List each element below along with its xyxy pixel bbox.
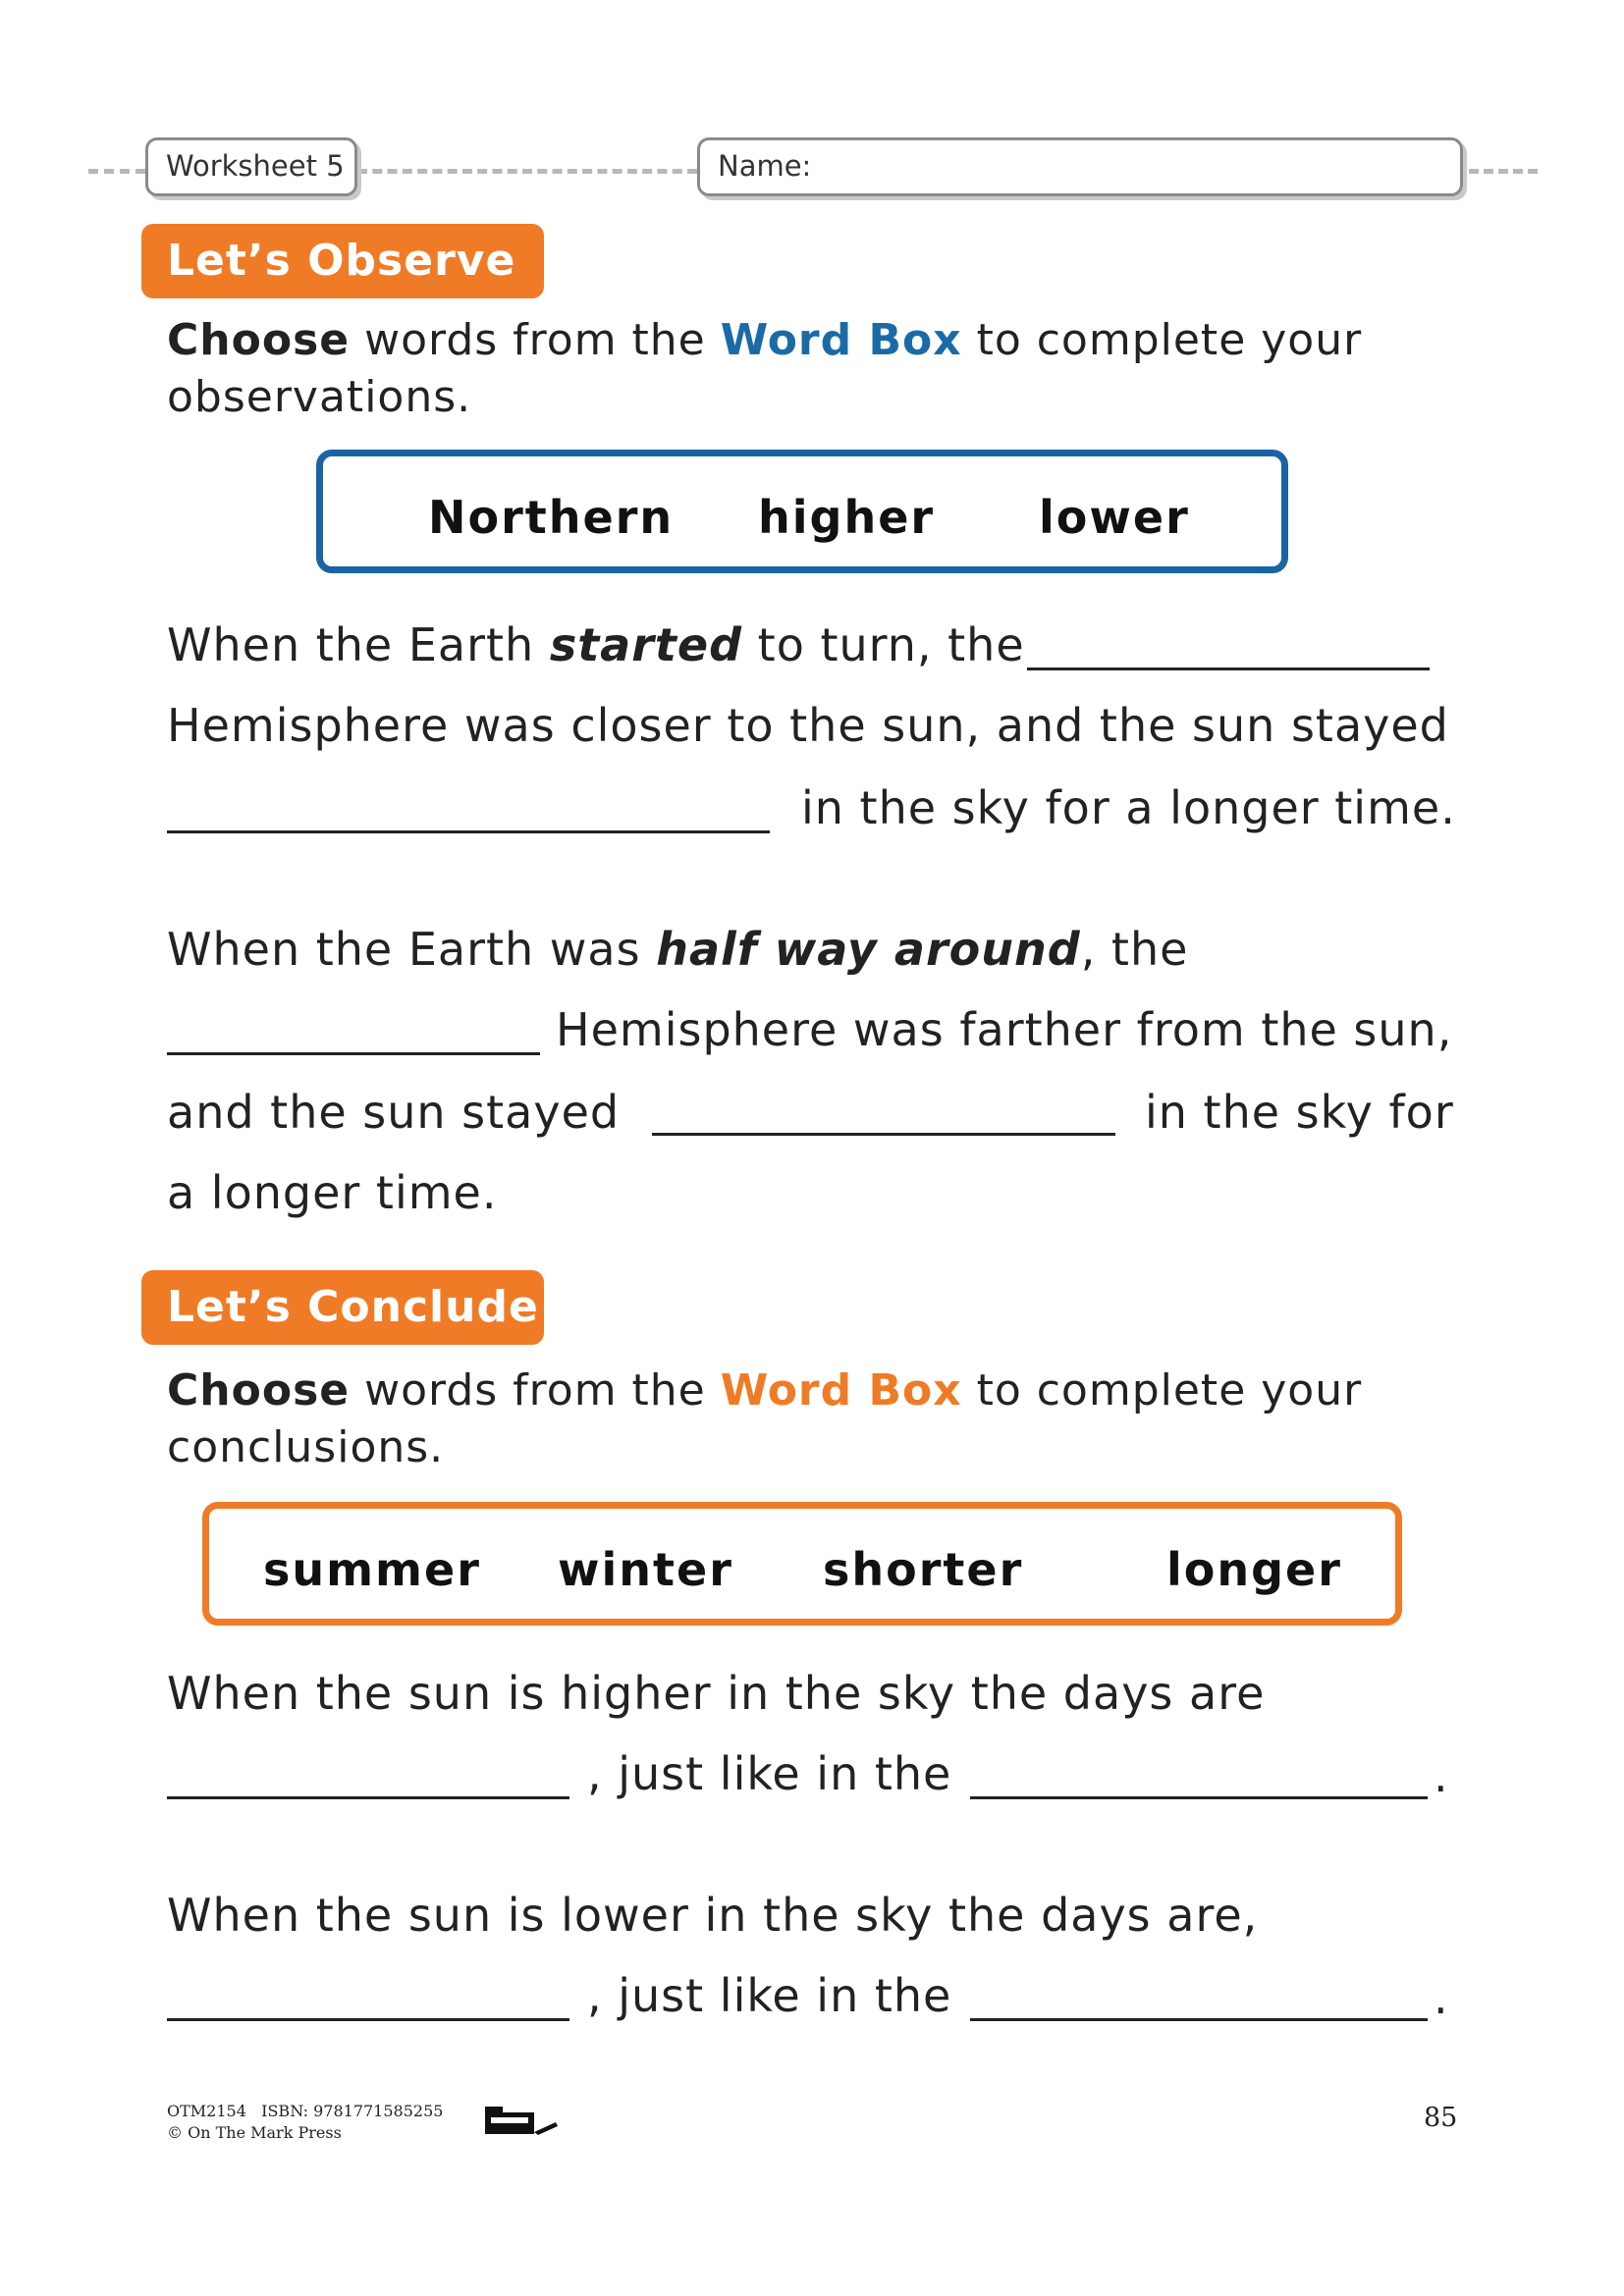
instr-end: to complete your observations.	[167, 315, 1363, 422]
obs1-line2: Hemisphere was closer to the sun, and the sun stayed	[167, 699, 1449, 752]
scanner-icon	[483, 2103, 562, 2142]
emphasis-started: started	[549, 618, 743, 671]
conclude-instructions	[167, 1362, 1443, 1476]
blank-obs1-a[interactable]	[1027, 667, 1430, 670]
word-longer: longer	[1166, 1543, 1342, 1596]
obs2-line3b: in the sky for	[1145, 1086, 1454, 1139]
page-number: 85	[1424, 2103, 1458, 2133]
section-tab-observe: Let’s Observe	[141, 224, 544, 298]
word-winter: winter	[558, 1543, 733, 1596]
conc1-period: .	[1434, 1749, 1449, 1802]
instr-end: to complete your conclusions.	[167, 1365, 1363, 1472]
instr-mid: words from the	[350, 315, 721, 365]
footer-copyright: © On The Mark Press	[167, 2123, 342, 2142]
blank-conc1-a[interactable]	[167, 1796, 569, 1799]
observe-instructions	[167, 312, 1443, 426]
conc2-line2: , just like in the	[587, 1969, 952, 2022]
worksheet-label	[145, 137, 357, 196]
obs1-line3: in the sky for a longer time.	[801, 781, 1456, 834]
instr-choose: Choose	[167, 1365, 351, 1415]
name-field-label: Name:	[718, 149, 812, 183]
section-tab-conclude: Let’s Conclude	[141, 1270, 544, 1345]
instr-wordbox: Word Box	[720, 1365, 962, 1415]
word-summer: summer	[263, 1543, 481, 1596]
obs2-line4: a longer time.	[167, 1166, 498, 1219]
footer-code: OTM2154 ISBN: 9781771585255	[167, 2102, 444, 2120]
word-lower: lower	[1039, 491, 1190, 544]
name-field[interactable]	[697, 137, 1463, 196]
conc1-line2: , just like in the	[587, 1747, 952, 1800]
instr-mid: words from the	[350, 1365, 721, 1415]
blank-conc2-b[interactable]	[970, 2018, 1428, 2021]
conc2-line1: When the sun is lower in the sky the days are,	[167, 1889, 1259, 1942]
conc1-line1: When the sun is higher in the sky the days are	[167, 1667, 1266, 1720]
emphasis-half-way-around: half way around	[656, 923, 1081, 976]
header-dash-left	[88, 169, 145, 174]
obs1-line1: When the Earth started to turn, the	[167, 618, 1025, 671]
header-dash-mid	[357, 169, 697, 174]
header-dash-right	[1469, 169, 1538, 174]
word-shorter: shorter	[823, 1543, 1024, 1596]
blank-obs2-a[interactable]	[167, 1052, 540, 1055]
blank-conc2-a[interactable]	[167, 2018, 569, 2021]
footer-info	[167, 2101, 501, 2144]
blank-obs1-b[interactable]	[167, 830, 770, 833]
conc2-period: .	[1434, 1971, 1449, 2024]
obs2-line2: Hemisphere was farther from the sun,	[556, 1003, 1453, 1056]
blank-conc1-b[interactable]	[970, 1796, 1428, 1799]
instr-choose: Choose	[167, 315, 351, 365]
word-higher: higher	[758, 491, 936, 544]
instr-wordbox: Word Box	[720, 315, 962, 365]
obs2-line1: When the Earth was half way around, the	[167, 923, 1189, 976]
worksheet-label-text: Worksheet 5	[166, 149, 345, 183]
blank-obs2-b[interactable]	[652, 1133, 1115, 1136]
obs2-line3a: and the sun stayed	[167, 1086, 621, 1139]
word-northern: Northern	[428, 491, 675, 544]
